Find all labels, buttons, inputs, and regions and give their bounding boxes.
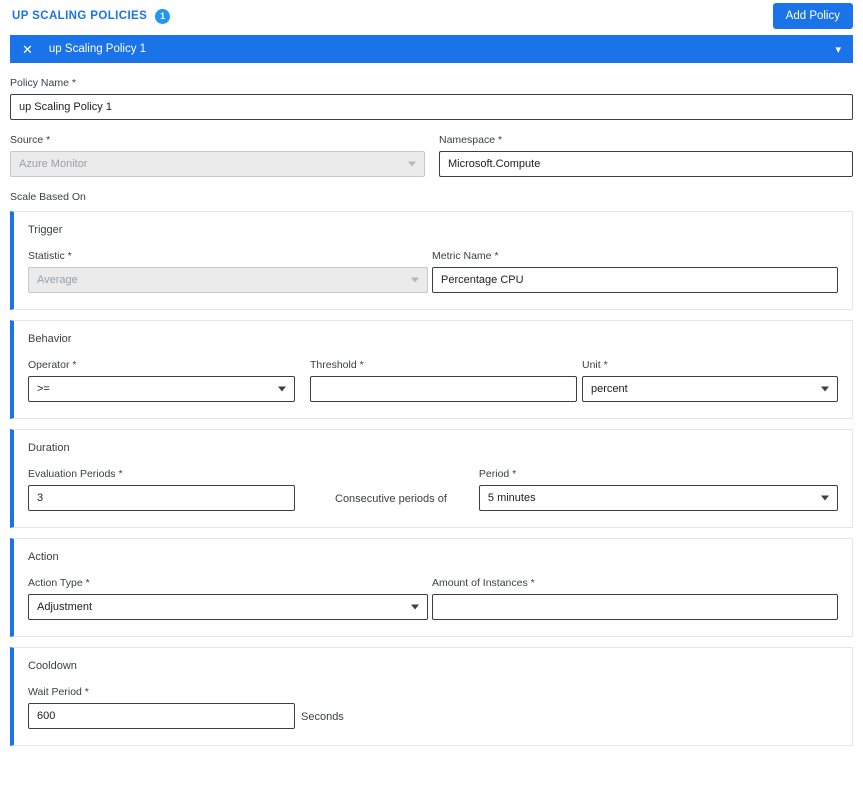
amount-of-instances-label: Amount of Instances * [432, 577, 535, 589]
source-select[interactable] [10, 151, 425, 177]
threshold-input[interactable] [310, 376, 577, 402]
chevron-down-icon [821, 387, 829, 392]
chevron-down-icon[interactable]: ▾ [835, 43, 841, 56]
policy-accordion-title: up Scaling Policy 1 [48, 43, 147, 55]
policy-count-badge: 1 [155, 9, 170, 24]
threshold-field-group [310, 359, 577, 402]
consecutive-periods-text: Consecutive periods of [335, 493, 447, 505]
close-icon[interactable]: ✕ [22, 41, 33, 57]
row-gap [425, 134, 439, 177]
evaluation-periods-field-group [28, 468, 295, 511]
wait-period-input[interactable] [28, 703, 295, 729]
trigger-card [10, 211, 853, 310]
row-gap [295, 468, 335, 511]
duration-card-title: Duration [28, 442, 70, 454]
row-gap [295, 359, 310, 402]
source-namespace-row [10, 134, 853, 177]
action-card [10, 538, 853, 637]
chevron-down-icon [278, 387, 286, 392]
unit-select[interactable] [582, 376, 838, 402]
chevron-down-icon [411, 278, 419, 283]
add-policy-button[interactable]: Add Policy [773, 3, 853, 29]
trigger-row [28, 250, 838, 293]
row-gap [447, 468, 479, 511]
duration-row [28, 468, 838, 511]
action-type-label: Action Type * [28, 577, 90, 589]
period-field-group [479, 468, 838, 511]
operator-select[interactable] [28, 376, 295, 402]
policy-name-field-group [10, 77, 853, 120]
trigger-card-title: Trigger [28, 224, 63, 236]
operator-field-group [28, 359, 295, 402]
source-value: Azure Monitor [19, 158, 88, 170]
wait-period-label: Wait Period * [28, 686, 89, 698]
behavior-card-title: Behavior [28, 333, 72, 345]
evaluation-periods-label: Evaluation Periods * [28, 468, 123, 480]
namespace-input[interactable] [439, 151, 853, 177]
unit-field-group [582, 359, 838, 402]
chevron-down-icon [411, 605, 419, 610]
evaluation-periods-input[interactable] [28, 485, 295, 511]
unit-value: percent [591, 383, 628, 395]
statistic-label: Statistic * [28, 250, 72, 262]
wait-period-field-group [28, 686, 295, 729]
unit-label: Unit * [582, 359, 608, 371]
duration-card [10, 429, 853, 528]
operator-value: >= [37, 383, 50, 395]
policy-name-input[interactable] [10, 94, 853, 120]
operator-label: Operator * [28, 359, 77, 371]
statistic-value: Average [37, 274, 78, 286]
period-label: Period * [478, 468, 517, 480]
action-type-value: Adjustment [37, 601, 93, 613]
policy-name-label: Policy Name * [10, 77, 76, 89]
scale-based-on-label: Scale Based On [10, 191, 86, 203]
metric-name-label: Metric Name * [432, 250, 499, 262]
namespace-label: Namespace * [439, 134, 503, 146]
threshold-label: Threshold * [310, 359, 364, 371]
action-type-field-group [28, 577, 428, 620]
page-title: UP SCALING POLICIES [12, 10, 148, 22]
chevron-down-icon [821, 496, 829, 501]
metric-name-input[interactable] [432, 267, 838, 293]
amount-of-instances-field-group [432, 577, 838, 620]
namespace-field-group [439, 134, 853, 177]
action-card-title: Action [28, 551, 59, 563]
cooldown-card-title: Cooldown [28, 660, 77, 672]
policy-accordion-header[interactable] [10, 35, 853, 63]
metric-name-field-group [432, 250, 838, 293]
amount-of-instances-input[interactable] [432, 594, 838, 620]
period-select[interactable] [479, 485, 838, 511]
source-label: Source * [10, 134, 51, 146]
behavior-card [10, 320, 853, 419]
panel-header [0, 0, 863, 32]
cooldown-card [10, 647, 853, 746]
action-type-select[interactable] [28, 594, 428, 620]
chevron-down-icon [408, 162, 416, 167]
statistic-select[interactable] [28, 267, 428, 293]
source-field-group [10, 134, 425, 177]
seconds-text: Seconds [301, 711, 344, 723]
period-value: 5 minutes [487, 492, 536, 504]
statistic-field-group [28, 250, 428, 293]
action-row [28, 577, 838, 620]
cooldown-row [28, 686, 838, 729]
policy-form [0, 63, 863, 746]
behavior-row [28, 359, 838, 402]
